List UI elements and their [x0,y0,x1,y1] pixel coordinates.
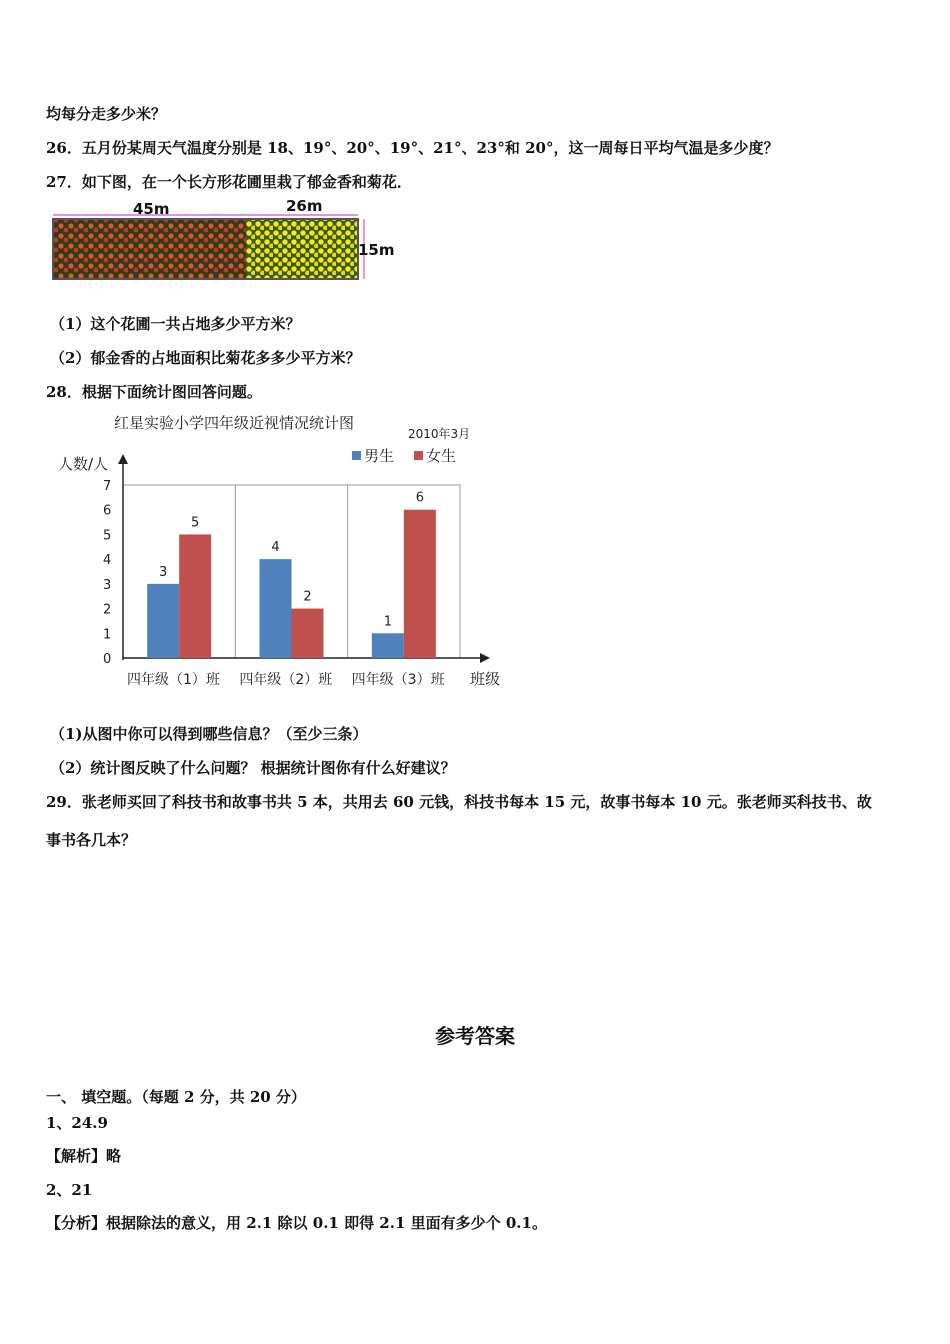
bar-value-label: 3 [159,564,168,580]
y-tick-label: 7 [103,479,112,494]
question-25-tail: 均每分走多少米？ [46,105,167,123]
question-26: 26．五月份某周天气温度分别是 18、19°、20°、19°、21°、23°和 20°，这一周每日平均气温是多少度？ [46,139,779,157]
bar [260,559,292,658]
chart-svg [46,408,516,693]
bar-value-label: 5 [191,515,200,531]
legend-label: 男生 [364,447,395,465]
question-29-line-1: 29．张老师买回了科技书和故事书共 5 本，共用去 60 元钱，科技书每本 15 元，故事书每本 10 元。张老师买科技书、故 [46,793,872,811]
y-axis-arrow [118,454,128,464]
chrysanthemum-area [246,219,358,279]
y-tick-label: 1 [103,627,112,643]
question-27-part-2: （2）郁金香的占地面积比菊花多多少平方米？ [50,349,361,367]
y-axis-label: 人数/人 [58,455,109,473]
question-29-line-2: 事书各几本？ [46,831,137,849]
x-axis-arrow [480,653,490,663]
legend-swatch [352,451,361,460]
y-tick-label: 5 [103,528,112,544]
question-28-part-2: （2）统计图反映了什么问题？ 根据统计图你有什么好建议？ [50,759,456,777]
myopia-bar-chart [46,408,516,693]
bar-value-label: 2 [303,589,312,605]
flower-bed-figure [48,197,395,285]
legend-swatch [414,451,423,460]
bar [147,584,179,658]
answer-2-explanation: 【分析】根据除法的意义，用 2.1 除以 0.1 即得 2.1 里面有多少个 0.1。 [46,1214,547,1232]
section-1-heading: 一、 填空题。（每题 2 分，共 20 分） [46,1088,306,1106]
y-tick-label: 0 [103,652,112,667]
bar-value-label: 4 [271,540,280,556]
x-tick-label: 四年级（1）班 [127,672,220,688]
chrysanthemum-length-label: 26m [286,197,323,215]
y-tick-label: 3 [103,577,112,593]
question-27: 27．如下图，在一个长方形花圃里栽了郁金香和菊花． [46,173,412,191]
question-28-part-1: （1)从图中你可以得到哪些信息？（至少三条） [50,725,368,743]
answers-title: 参考答案 [435,1024,515,1048]
bar-value-label: 1 [383,614,392,630]
height-label: 15m [358,241,395,259]
x-tick-label: 四年级（3）班 [351,672,445,688]
bar [179,534,211,658]
chart-title: 红星实验小学四年级近视情况统计图 [114,414,355,432]
bar [404,510,436,658]
tulip-length-label: 45m [133,200,170,218]
question-27-part-1: （1）这个花圃一共占地多少平方米？ [50,315,301,333]
answer-1-explanation: 【解析】略 [46,1147,122,1165]
question-28: 28．根据下面统计图回答问题。 [46,383,262,401]
legend-label: 女生 [426,447,457,465]
y-tick-label: 2 [103,602,112,618]
chart-subtitle: 2010年3月 [408,427,471,441]
chart-bars [147,491,436,658]
tulip-area [53,219,246,279]
answer-1: 1、24.9 [46,1114,108,1132]
answer-2: 2、21 [46,1181,93,1199]
bar [292,609,324,658]
x-tick-label: 四年级（2）班 [239,672,333,688]
x-axis-label: 班级 [470,670,501,688]
bar [372,633,404,658]
chart-legend [352,447,456,465]
y-tick-label: 6 [103,503,112,519]
y-tick-label: 4 [103,553,112,569]
bar-value-label: 6 [415,490,424,506]
